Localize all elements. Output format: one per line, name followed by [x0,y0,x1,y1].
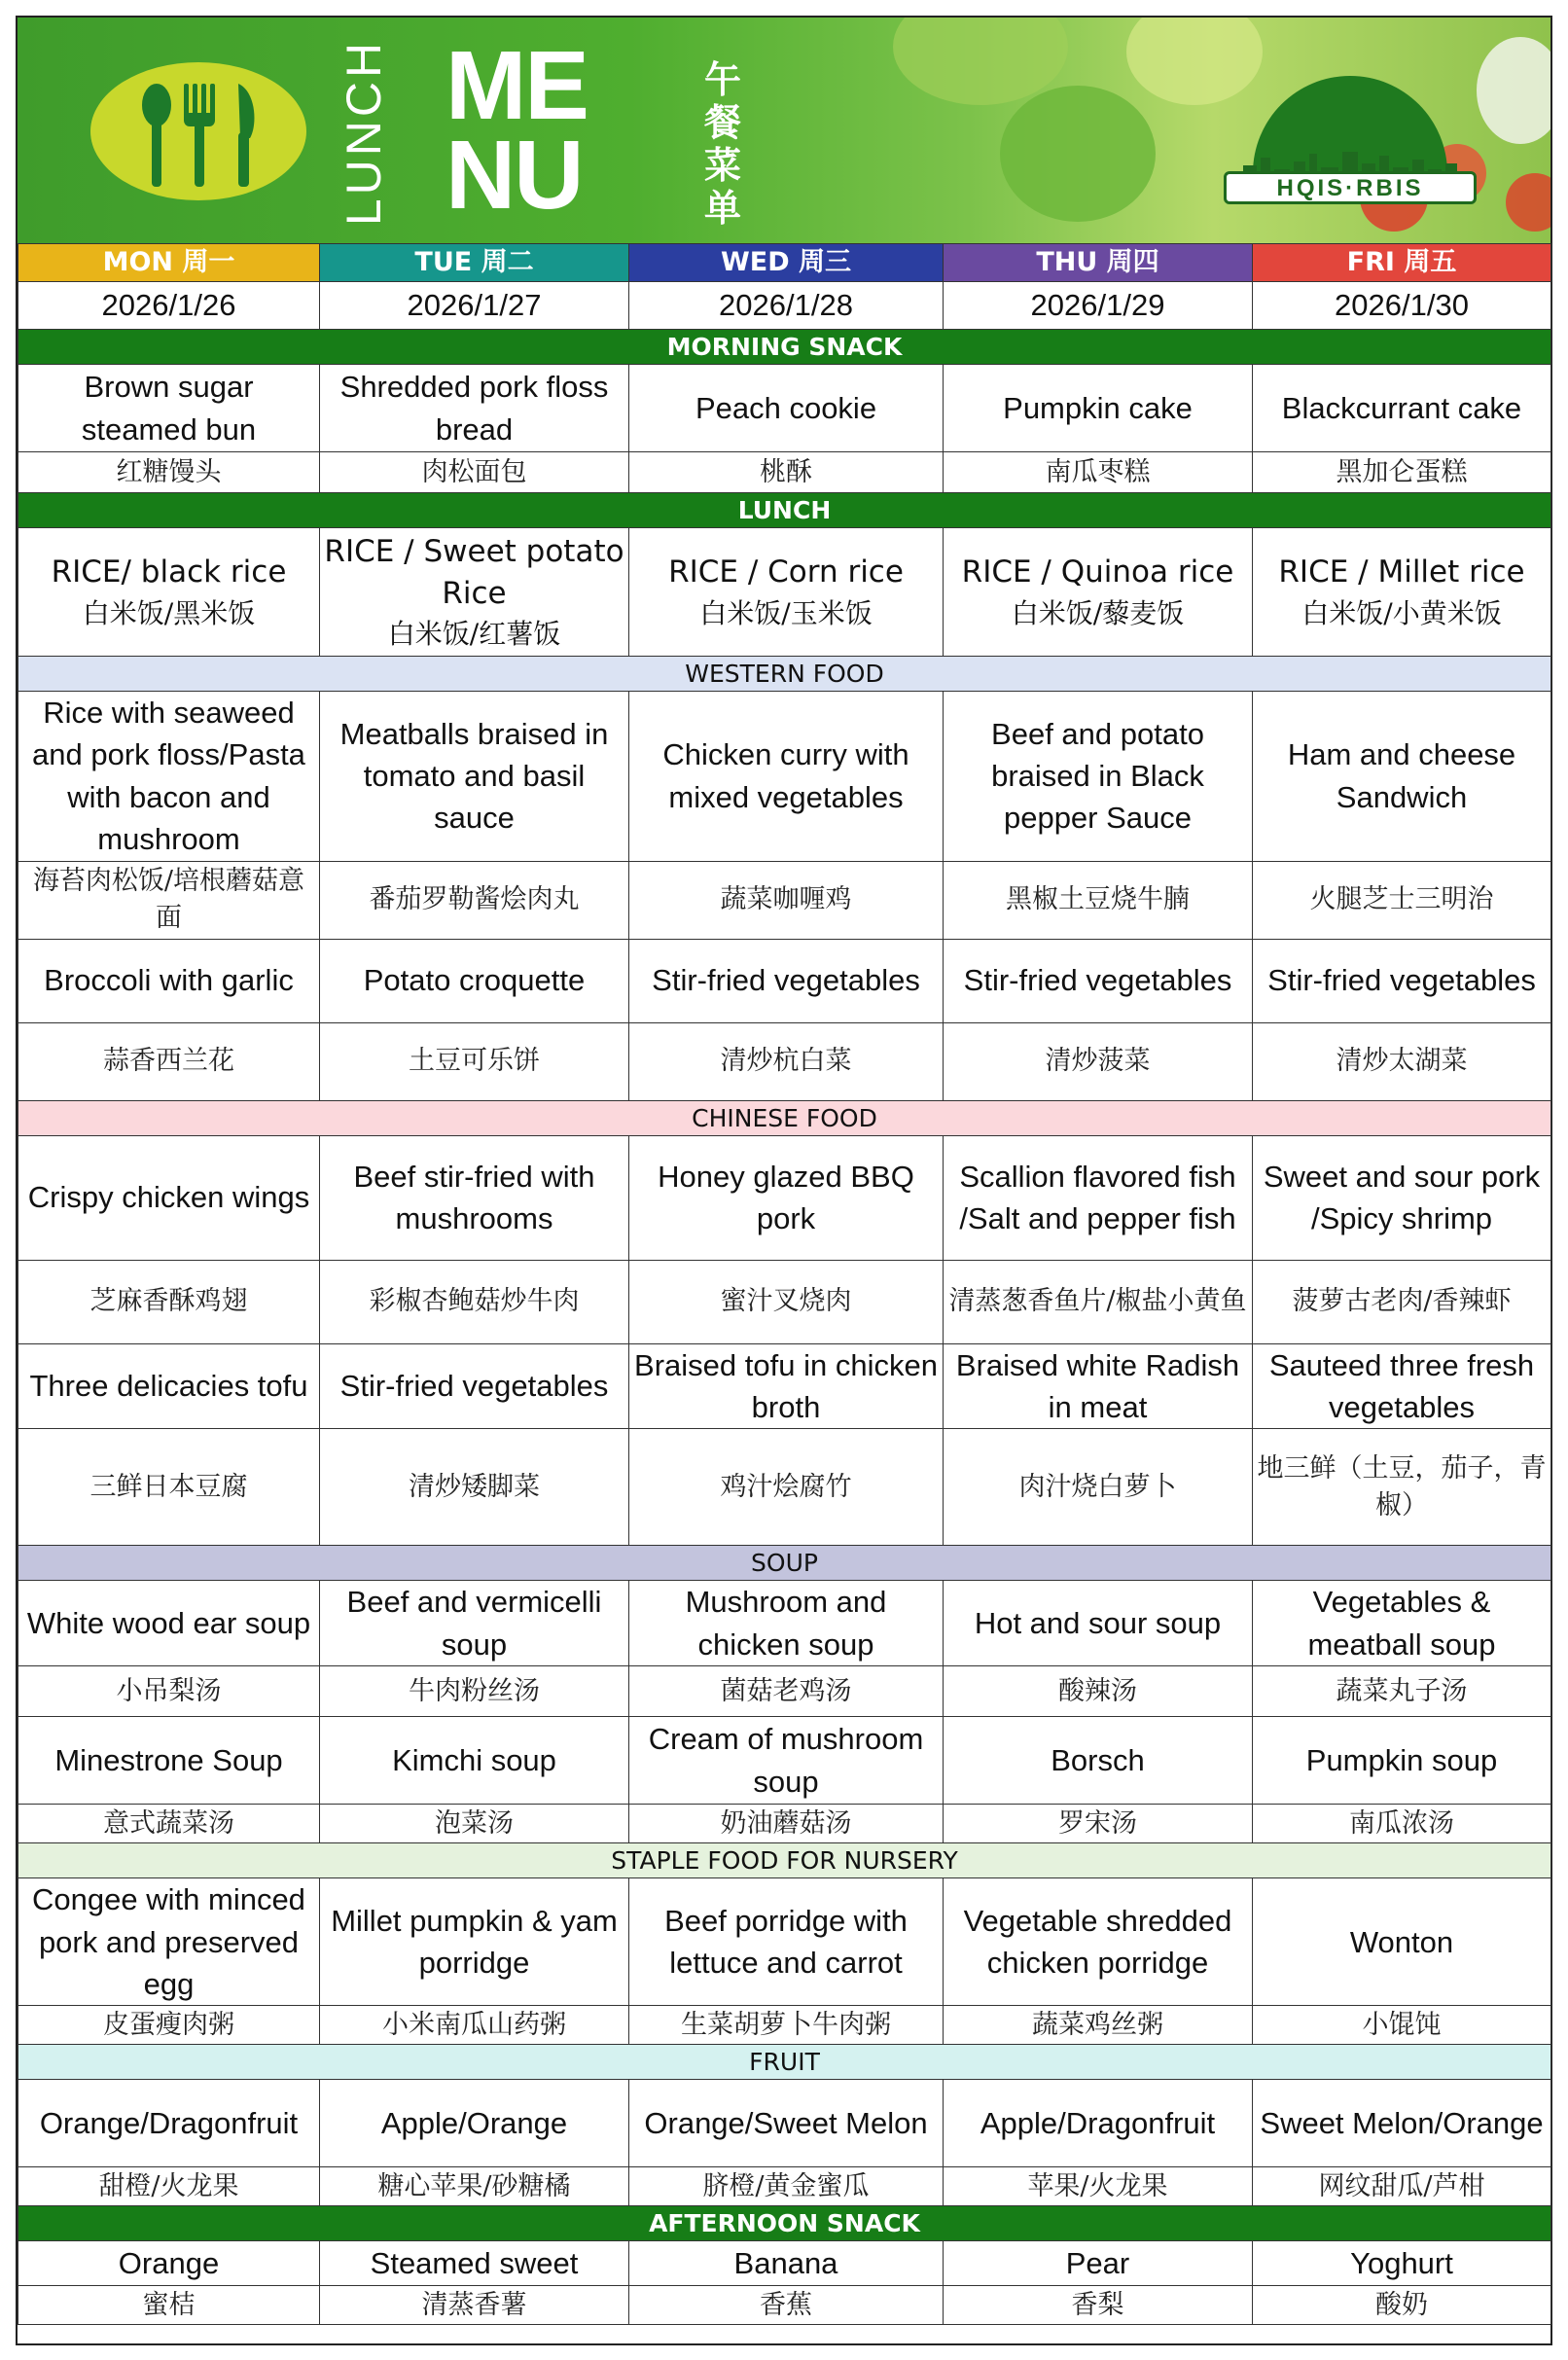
menu-item-cn: 罗宋汤 [944,1805,1253,1843]
rice-en: RICE/ black rice [51,554,287,590]
menu-item-en: Borsch [944,1717,1253,1805]
menu-item-en: Stir-fried vegetables [629,939,944,1022]
menu-item-en: Rice with seaweed and pork floss/Pasta with bacon and mushroom [18,692,320,862]
rice-cell [944,528,1253,657]
menu-item-cn: 黑加仑蛋糕 [1253,452,1551,493]
menu-item-en: Millet pumpkin & yam porridge [320,1878,629,2006]
menu-item-en: Ham and cheese Sandwich [1253,692,1551,862]
menu-row-en [18,1581,1551,1666]
menu-item-en: Beef stir-fried with mushrooms [320,1135,629,1260]
menu-item-cn: 香蕉 [629,2286,944,2325]
menu-item-en: Pumpkin cake [944,365,1253,452]
menu-item-cn: 牛肉粉丝汤 [320,1666,629,1717]
menu-item-en: Brown sugar steamed bun [18,365,320,452]
menu-row-cn [18,452,1551,493]
date-cell: 2026/1/27 [320,282,629,330]
menu-item-en: Vegetable shredded chicken porridge [944,1878,1253,2006]
rice-cn: 白米饭/小黄米饭 [1301,596,1502,629]
lunch-vertical-title: LUNCH [337,38,391,227]
menu-item-cn: 酸奶 [1253,2286,1551,2325]
menu-item-en: Sweet Melon/Orange [1253,2080,1551,2167]
menu-row-cn [18,1429,1551,1546]
menu-item-cn: 红糖馒头 [18,452,320,493]
menu-item-en: Pear [944,2241,1253,2286]
section-western-food [18,657,1551,692]
menu-item-en: Sweet and sour pork /Spicy shrimp [1253,1135,1551,1260]
menu-item-en: Scallion flavored fish /Salt and pepper fish [944,1135,1253,1260]
menu-item-en: Congee with minced pork and preserved egg [18,1878,320,2006]
menu-item-cn: 三鲜日本豆腐 [18,1429,320,1546]
rice-cell [1253,528,1551,657]
menu-item-en: Apple/Orange [320,2080,629,2167]
day-header-mon: MON 周一 [18,244,320,282]
menu-item-en: Braised tofu in chicken broth [629,1343,944,1429]
menu-item-en: Beef porridge with lettuce and carrot [629,1878,944,2006]
section-title: SOUP [18,1546,1551,1581]
menu-item-cn: 肉松面包 [320,452,629,493]
menu-sheet [16,16,1552,2345]
section-fruit [18,2045,1551,2080]
menu-item-en: Stir-fried vegetables [320,1343,629,1429]
section-lunch [18,493,1551,528]
menu-item-cn: 番茄罗勒酱烩肉丸 [320,861,629,939]
section-title: FRUIT [18,2045,1551,2080]
section-title: AFTERNOON SNACK [18,2206,1551,2241]
menu-item-en: White wood ear soup [18,1581,320,1666]
menu-row-cn [18,1022,1551,1100]
menu-row-cn [18,2167,1551,2206]
menu-item-cn: 火腿芝士三明治 [1253,861,1551,939]
fork-icon [184,84,215,187]
menu-item-cn: 蒜香西兰花 [18,1022,320,1100]
menu-item-cn: 南瓜浓汤 [1253,1805,1551,1843]
section-morning-snack [18,330,1551,365]
menu-item-cn: 香梨 [944,2286,1253,2325]
menu-item-en: Kimchi soup [320,1717,629,1805]
date-row [18,282,1551,330]
menu-row-cn [18,1805,1551,1843]
menu-item-cn: 清炒菠菜 [944,1022,1253,1100]
menu-item-cn: 清蒸香薯 [320,2286,629,2325]
menu-item-en: Meatballs braised in tomato and basil sauce [320,692,629,862]
menu-item-cn: 菌菇老鸡汤 [629,1666,944,1717]
menu-row-cn [18,1260,1551,1343]
day-header-thu: THU 周四 [944,244,1253,282]
day-header-wed: WED 周三 [629,244,944,282]
menu-item-cn: 芝麻香酥鸡翅 [18,1260,320,1343]
section-chinese-food [18,1100,1551,1135]
menu-item-cn: 意式蔬菜汤 [18,1805,320,1843]
date-cell: 2026/1/30 [1253,282,1551,330]
rice-en: RICE / Sweet potato Rice [324,533,624,611]
section-title: CHINESE FOOD [18,1100,1551,1135]
rice-cell [18,528,320,657]
section-title: MORNING SNACK [18,330,1551,365]
menu-item-en: Beef and vermicelli soup [320,1581,629,1666]
menu-item-en: Blackcurrant cake [1253,365,1551,452]
section-afternoon-snack [18,2206,1551,2241]
menu-item-cn: 清炒太湖菜 [1253,1022,1551,1100]
rice-cn: 白米饭/红薯饭 [387,618,561,651]
menu-banner [18,18,1550,243]
menu-item-cn: 鸡汁烩腐竹 [629,1429,944,1546]
section-title: LUNCH [18,493,1551,528]
menu-item-cn: 南瓜枣糕 [944,452,1253,493]
menu-item-cn: 苹果/火龙果 [944,2167,1253,2206]
menu-table [18,243,1551,2325]
menu-item-en: Cream of mushroom soup [629,1717,944,1805]
date-cell: 2026/1/26 [18,282,320,330]
menu-item-cn: 奶油蘑菇汤 [629,1805,944,1843]
rice-cell [320,528,629,657]
menu-row-cn [18,1666,1551,1717]
menu-item-en: Three delicacies tofu [18,1343,320,1429]
menu-item-en: Crispy chicken wings [18,1135,320,1260]
menu-item-cn: 清炒杭白菜 [629,1022,944,1100]
menu-item-cn: 清炒矮脚菜 [320,1429,629,1546]
school-name: HQIS·RBIS [1224,171,1477,204]
menu-item-cn: 桃酥 [629,452,944,493]
rice-cell [629,528,944,657]
menu-item-cn: 小馄饨 [1253,2006,1551,2045]
menu-item-cn: 地三鲜（土豆，茄子，青椒） [1253,1429,1551,1546]
menu-item-cn: 土豆可乐饼 [320,1022,629,1100]
menu-row-cn [18,2286,1551,2325]
menu-item-en: Wonton [1253,1878,1551,2006]
menu-item-cn: 蔬菜咖喱鸡 [629,861,944,939]
menu-item-en: Beef and potato braised in Black pepper Sauce [944,692,1253,862]
rice-en: RICE / Quinoa rice [961,554,1234,590]
menu-item-cn: 小吊梨汤 [18,1666,320,1717]
menu-item-cn: 肉汁烧白萝卜 [944,1429,1253,1546]
menu-item-en: Sauteed three fresh vegetables [1253,1343,1551,1429]
menu-item-en: Orange [18,2241,320,2286]
rice-cn: 白米饭/黑米饭 [82,596,256,629]
menu-title-line1: ME [445,31,588,140]
menu-item-cn: 蜜汁叉烧肉 [629,1260,944,1343]
menu-row-en [18,365,1551,452]
menu-row-en [18,1717,1551,1805]
menu-item-cn: 清蒸葱香鱼片/椒盐小黄鱼 [944,1260,1253,1343]
menu-item-en: Minestrone Soup [18,1717,320,1805]
day-header-tue: TUE 周二 [320,244,629,282]
menu-item-cn: 脐橙/黄金蜜瓜 [629,2167,944,2206]
menu-row-cn [18,861,1551,939]
menu-item-en: Broccoli with garlic [18,939,320,1022]
menu-row-cn [18,2006,1551,2045]
rice-en: RICE / Millet rice [1278,554,1525,590]
menu-item-cn: 小米南瓜山药粥 [320,2006,629,2045]
menu-item-cn: 生菜胡萝卜牛肉粥 [629,2006,944,2045]
menu-item-cn: 泡菜汤 [320,1805,629,1843]
rice-cn: 白米饭/玉米饭 [699,596,873,629]
menu-item-en: Peach cookie [629,365,944,452]
menu-item-cn: 蜜桔 [18,2286,320,2325]
menu-item-cn: 彩椒杏鲍菇炒牛肉 [320,1260,629,1343]
section-title: WESTERN FOOD [18,657,1551,692]
menu-title [445,31,698,230]
spoon-icon [142,84,171,187]
menu-item-cn: 海苔肉松饭/培根蘑菇意面 [18,861,320,939]
menu-item-cn: 皮蛋瘦肉粥 [18,2006,320,2045]
menu-item-cn: 蔬菜鸡丝粥 [944,2006,1253,2045]
menu-row-en [18,1878,1551,2006]
rice-en: RICE / Corn rice [668,554,904,590]
menu-row-en [18,2241,1551,2286]
menu-item-en: Orange/Dragonfruit [18,2080,320,2167]
knife-icon [238,84,254,187]
menu-row-en [18,1135,1551,1260]
menu-item-en: Apple/Dragonfruit [944,2080,1253,2167]
cutlery-logo [90,62,306,200]
date-cell: 2026/1/29 [944,282,1253,330]
menu-item-en: Hot and sour soup [944,1581,1253,1666]
menu-row-en [18,692,1551,862]
menu-item-en: Pumpkin soup [1253,1717,1551,1805]
menu-item-en: Yoghurt [1253,2241,1551,2286]
day-header-row [18,244,1551,282]
menu-row-en [18,1343,1551,1429]
menu-item-cn: 菠萝古老肉/香辣虾 [1253,1260,1551,1343]
day-header-fri: FRI 周五 [1253,244,1551,282]
menu-title-chinese: 午餐菜单 [704,58,742,230]
menu-row-en [18,2080,1551,2167]
rice-cn: 白米饭/藜麦饭 [1011,596,1185,629]
menu-item-en: Shredded pork floss bread [320,365,629,452]
menu-item-cn: 黑椒土豆烧牛腩 [944,861,1253,939]
menu-grid [18,243,1550,2343]
section-staple-food [18,1843,1551,1878]
menu-item-cn: 酸辣汤 [944,1666,1253,1717]
section-title: STAPLE FOOD FOR NURSERY [18,1843,1551,1878]
menu-item-en: Stir-fried vegetables [944,939,1253,1022]
menu-item-cn: 糖心苹果/砂糖橘 [320,2167,629,2206]
menu-item-en: Mushroom and chicken soup [629,1581,944,1666]
menu-item-en: Banana [629,2241,944,2286]
menu-item-cn: 蔬菜丸子汤 [1253,1666,1551,1717]
menu-item-cn: 甜橙/火龙果 [18,2167,320,2206]
rice-row [18,528,1551,657]
menu-item-en: Orange/Sweet Melon [629,2080,944,2167]
menu-item-en: Chicken curry with mixed vegetables [629,692,944,862]
menu-item-en: Honey glazed BBQ pork [629,1135,944,1260]
menu-item-en: Steamed sweet [320,2241,629,2286]
school-logo [1224,76,1477,206]
menu-item-en: Potato croquette [320,939,629,1022]
menu-row-en [18,939,1551,1022]
menu-item-en: Braised white Radish in meat [944,1343,1253,1429]
menu-item-en: Stir-fried vegetables [1253,939,1551,1022]
menu-item-cn: 网纹甜瓜/芦柑 [1253,2167,1551,2206]
date-cell: 2026/1/28 [629,282,944,330]
menu-title-line2: NU [445,121,583,230]
menu-item-en: Vegetables & meatball soup [1253,1581,1551,1666]
section-soup [18,1546,1551,1581]
